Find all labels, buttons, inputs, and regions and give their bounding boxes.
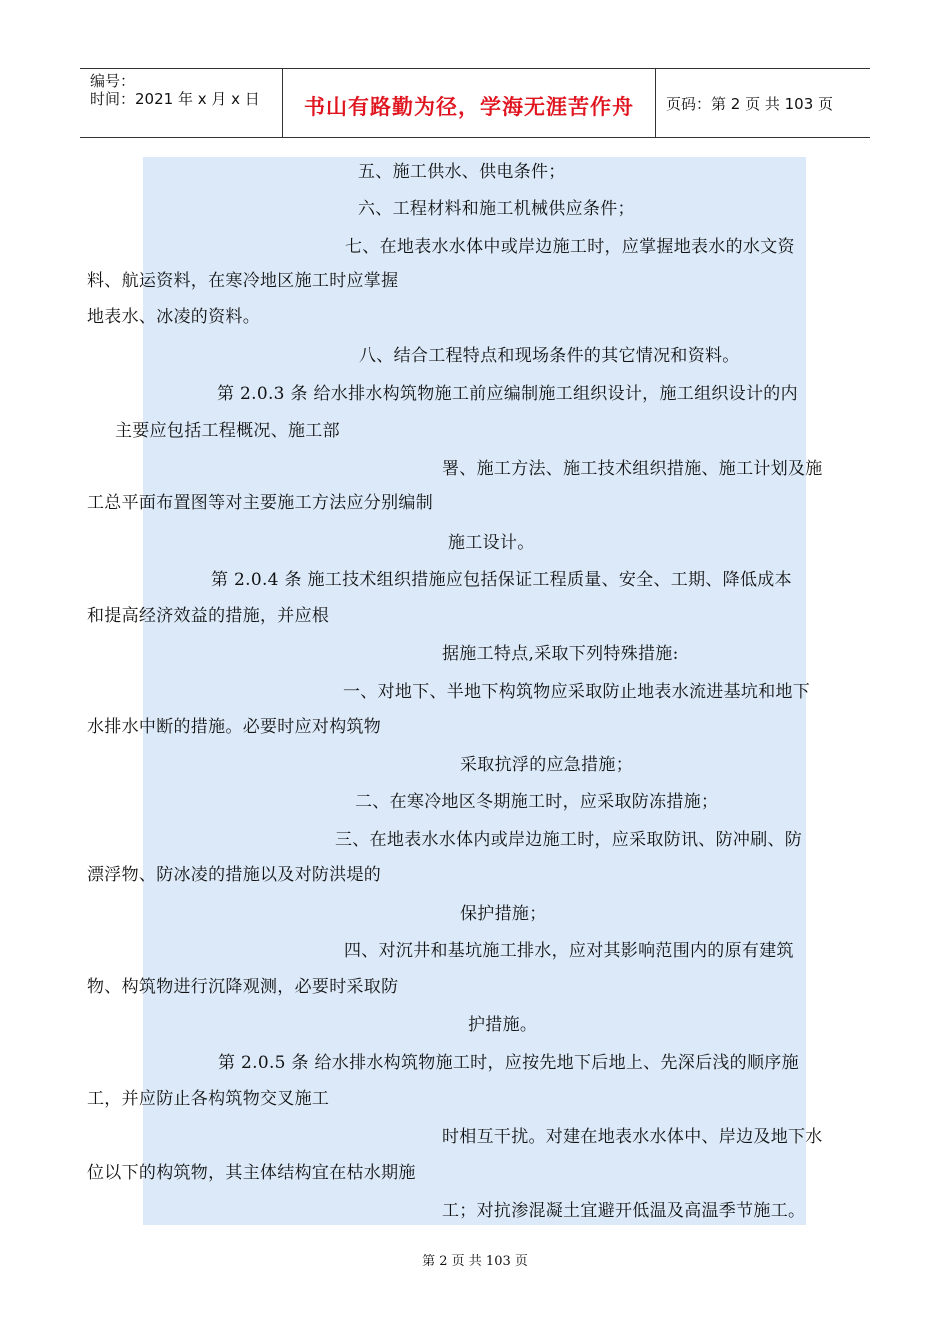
body-line: 位以下的构筑物，其主体结构宜在枯水期施 [87,1163,416,1183]
body-line: 护措施。 [468,1015,538,1035]
header-motto: 书山有路勤为径，学海无涯苦作舟 [304,95,634,119]
body-line: 第 2.0.3 条 给水排水构筑物施工前应编制施工组织设计，施工组织设计的内 [217,384,798,404]
body-line: 和提高经济效益的措施，并应根 [87,606,330,626]
body-line: 五、施工供水、供电条件； [358,162,566,182]
body-line: 据施工特点,采取下列特殊措施: [442,644,679,664]
body-line: 二、在寒冷地区冬期施工时，应采取防冻措施； [355,792,719,812]
body-line: 保护措施； [460,904,547,924]
body-line: 工，并应防止各构筑物交叉施工 [87,1089,330,1109]
body-line: 署、施工方法、施工技术组织措施、施工计划及施 [442,459,823,479]
header-meta-cell [80,69,283,137]
body-line: 漂浮物、防冰凌的措施以及对防洪堤的 [87,865,382,885]
body-line: 三、在地表水水体内或岸边施工时，应采取防讯、防冲刷、防 [335,830,803,850]
header-page-cell [656,69,870,137]
body-line: 主要应包括工程概况、施工部 [115,421,340,441]
body-line: 七、在地表水水体中或岸边施工时，应掌握地表水的水文资 [345,237,795,257]
body-line: 工；对抗渗混凝土宜避开低温及高温季节施工。 [442,1201,806,1221]
body-line: 八、结合工程特点和现场条件的其它情况和资料。 [359,346,740,366]
serial-label: 编号： [90,72,136,90]
body-line: 六、工程材料和施工机械供应条件； [358,199,635,219]
body-line: 时相互干扰。对建在地表水水体中、岸边及地下水 [442,1127,823,1147]
body-line: 料、航运资料，在寒冷地区施工时应掌握 [87,271,399,291]
body-line: 地表水、冰凌的资料。 [87,307,260,327]
body-line: 工总平面布置图等对主要施工方法应分别编制 [87,493,433,513]
body-line: 第 2.0.4 条 施工技术组织措施应包括保证工程质量、安全、工期、降低成本 [211,570,792,590]
body-line: 施工设计。 [448,533,535,553]
body-line: 四、对沉井和基坑施工排水，应对其影响范围内的原有建筑 [344,941,794,961]
body-line: 水排水中断的措施。必要时应对构筑物 [87,717,382,737]
body-line: 一、对地下、半地下构筑物应采取防止地表水流进基坑和地下 [343,682,811,702]
body-line: 物、构筑物进行沉降观测，必要时采取防 [87,977,399,997]
header-page-info: 页码：第 2 页 共 103 页 [666,95,834,113]
header-motto-cell [283,69,656,137]
page-header [80,68,870,138]
date-label: 时间：2021 年 x 月 x 日 [90,90,260,108]
page-footer: 第 2 页 共 103 页 [422,1254,528,1269]
body-line: 采取抗浮的应急措施； [460,755,633,775]
body-line: 第 2.0.5 条 给水排水构筑物施工时，应按先地下后地上、先深后浅的顺序施 [218,1053,799,1073]
